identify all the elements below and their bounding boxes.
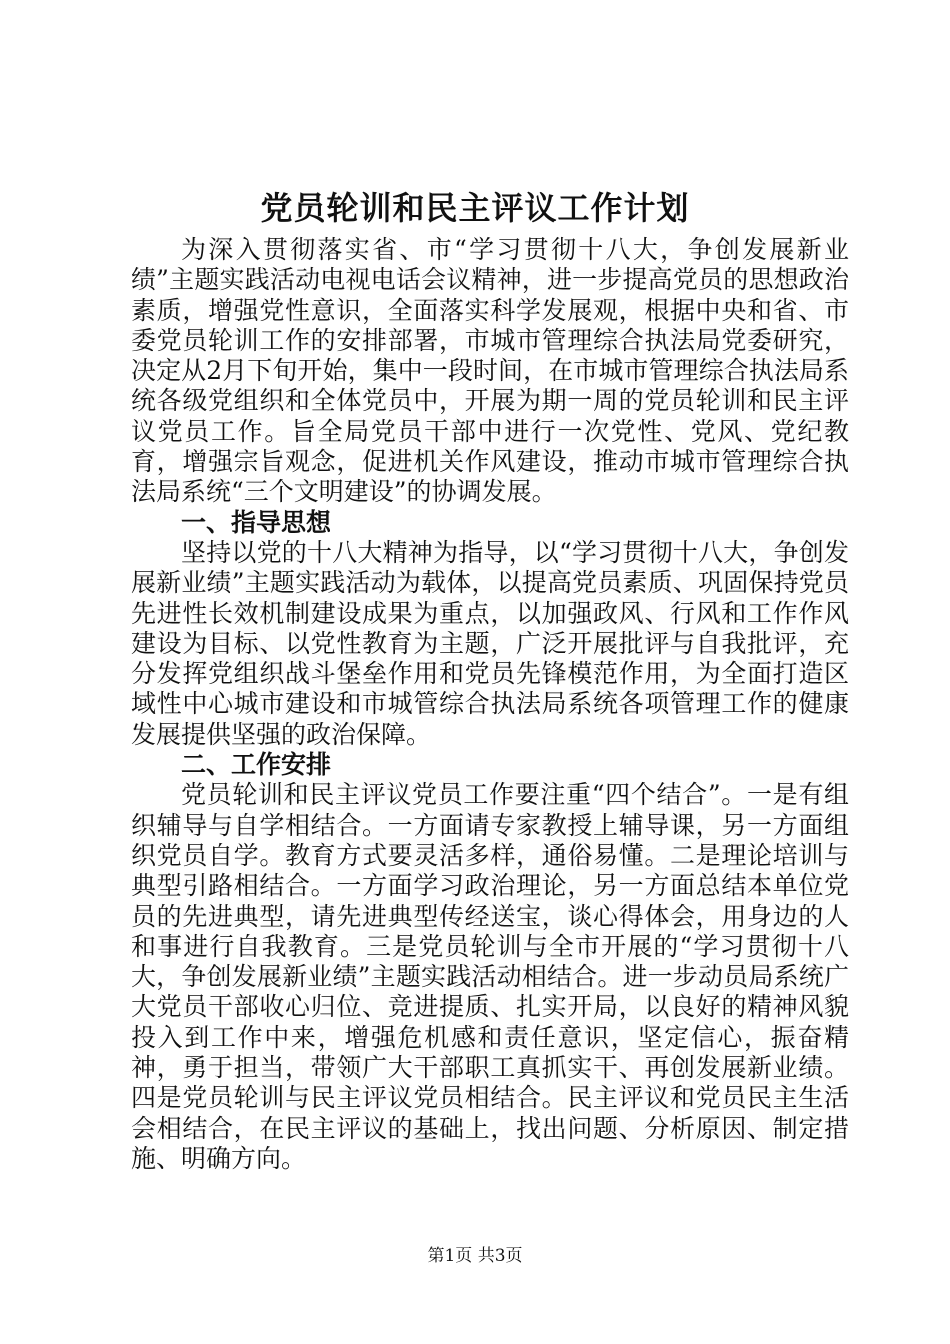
guiding-ideology-paragraph: 坚持以党的十八大精神为指导，以“学习贯彻十八大，争创发展新业绩”主题实践活动为载体，以提高党员素质、巩固保持党员先进性长效机制建设成果为重点，以加强政风、行风和工作作风建设为目标、以党性教育为主题，广泛开展批评与自我批评，充分发挥党组织战斗堡垒作用和党员先锋模范作用，为全面打造区域性中心城市建设和市城管综合执法局系统各项管理工作的健康发展提供坚强的政治保障。: [131, 537, 849, 749]
intro-paragraph: 为深入贯彻落实省、市“学习贯彻十八大，争创发展新业绩”主题实践活动电视电话会议精神，进一步提高党员的思想政治素质，增强党性意识，全面落实科学发展观，根据中央和省、市委党员轮训工作的安排部署，市城市管理综合执法局党委研究，决定从2月下旬开始，集中一段时间，在市城市管理综合执法局系统各级党组织和全体党员中，开展为期一周的党员轮训和民主评议党员工作。旨全局党员干部中进行一次党性、党风、党纪教育，增强宗旨观念，促进机关作风建设，推动市城市管理综合执法局系统“三个文明建设”的协调发展。: [131, 235, 849, 507]
section-heading-work-arrangement: 二、工作安排: [181, 750, 332, 780]
document-body: [131, 235, 849, 1174]
work-arrangement-paragraph: 党员轮训和民主评议党员工作要注重“四个结合”。一是有组织辅导与自学相结合。一方面请专家教授上辅导课，另一方面组织党员自学。教育方式要灵活多样，通俗易懂。二是理论培训与典型引路相结合。一方面学习政治理论，另一方面总结本单位党员的先进典型，请先进典型传经送宝，谈心得体会，用身边的人和事进行自我教育。三是党员轮训与全市开展的“学习贯彻十八大，争创发展新业绩”主题实践活动相结合。进一步动员局系统广大党员干部收心归位、竞进提质、扎实开局，以良好的精神风貌投入到工作中来，增强危机感和责任意识，坚定信心，振奋精神，勇于担当，带领广大干部职工真抓实干、再创发展新业绩。四是党员轮训与民主评议党员相结合。民主评议和党员民主生活会相结合，在民主评议的基础上，找出问题、分析原因、制定措施、明确方向。: [131, 780, 849, 1173]
document-title: 党员轮训和民主评议工作计划: [260, 189, 690, 227]
page-footer: 第1页 共3页: [427, 1246, 523, 1266]
section-heading-guiding-ideology: 一、指导思想: [181, 507, 332, 537]
